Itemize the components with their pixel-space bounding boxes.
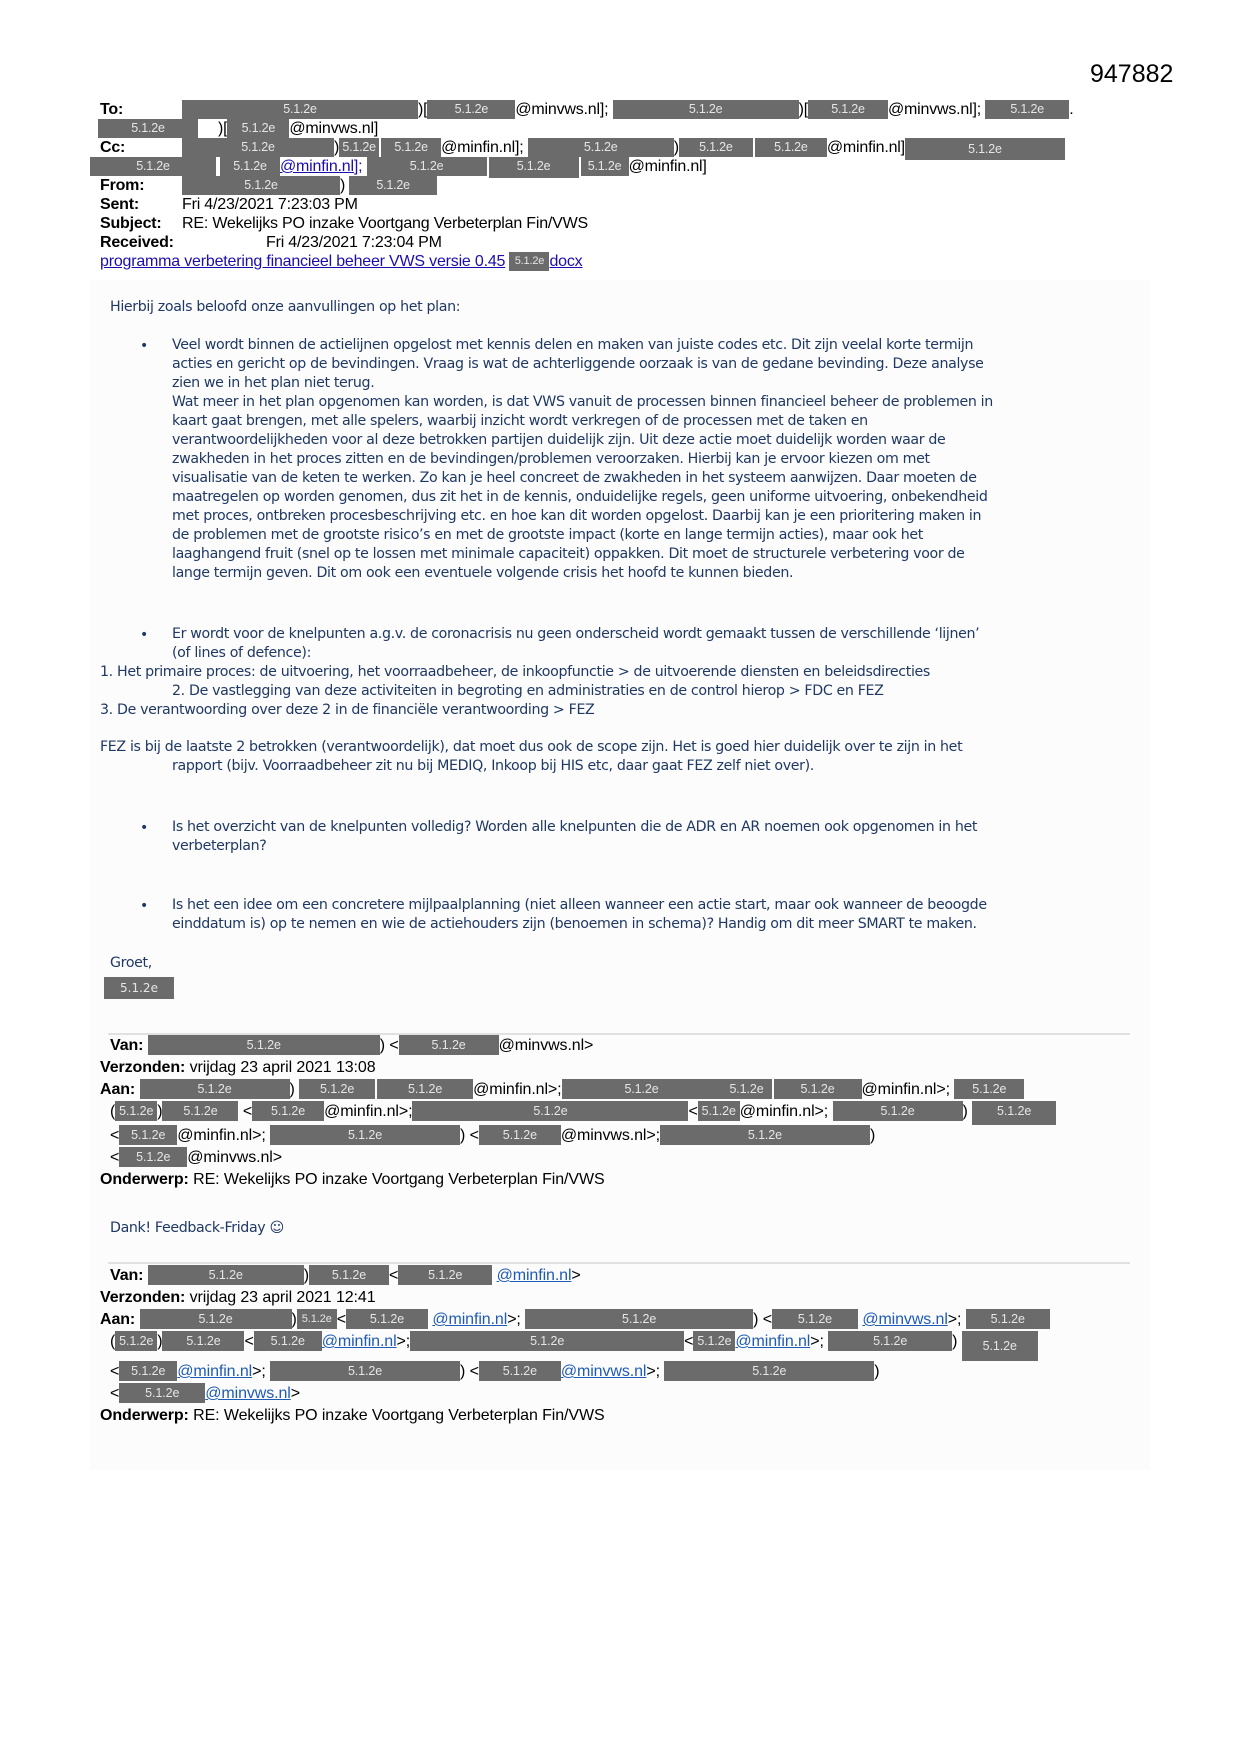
text-line: zwakheden in het proces zitten en de bevindingen/problemen veroorzaken. Hierbij kan je ervoor kiezen om met	[172, 451, 930, 467]
redaction: 5.1.2e	[339, 138, 379, 157]
text-line: visualisatie van de keten te werken. Zo kan je heel concreet de zwakheden in het systeem aanwijzen. Daar moeten de	[172, 470, 977, 486]
separator	[108, 1262, 1130, 1264]
text-line: verbeterplan?	[172, 838, 267, 854]
redaction: 5.1.2e	[581, 157, 629, 176]
redaction: 5.1.2e	[525, 1309, 753, 1329]
redaction: 5.1.2e	[182, 138, 334, 157]
email-domain[interactable]: @minfin.nl];	[280, 158, 363, 175]
text-line: acties en gericht op de bevindingen. Vraag is wat de achterliggende oorzaak is van de gedane bevinding. Deze analyse	[172, 356, 984, 372]
bullet-3	[172, 818, 1152, 856]
text-line: Veel wordt binnen de actielijnen opgelost met kennis delen en maken van juiste codes etc. Dit zijn veelal korte termijn	[172, 337, 974, 353]
text-line: kaart gaat brengen, met alle spelers, waarbij inzicht wordt verkregen of de processen met de taken en	[172, 413, 868, 429]
attachment-extension[interactable]: docx	[549, 253, 583, 270]
redaction: 5.1.2e	[349, 176, 437, 195]
redaction: 5.1.2e	[346, 1309, 428, 1329]
verzonden-row	[100, 1057, 1160, 1079]
redaction: 5.1.2e	[755, 138, 827, 157]
email-domain-link[interactable]: @minfin.nl	[735, 1333, 811, 1350]
redaction: 5.1.2e	[299, 1079, 375, 1099]
email-domain-link[interactable]: @minfin.nl	[321, 1333, 397, 1350]
onderwerp-label: Onderwerp:	[100, 1171, 189, 1188]
cc-row-continued	[100, 157, 1150, 176]
text-line: einddatum is) op te nemen en wie de actiehouders zijn (benoemen in schema)? Handig om dit meer SMART te maken.	[172, 916, 977, 932]
to-row: To: 5.1.2e )[ 5.1.2e @minvws.nl]; 5.1.2e )[ 5.1.2e @minvws.nl]; 5.1.2e .	[100, 101, 1074, 118]
bullet-4	[172, 896, 1152, 934]
email-domain: @minfin.nl>;	[861, 1081, 950, 1098]
sent-label: Sent:	[100, 196, 140, 213]
redaction: 5.1.2e	[119, 1383, 205, 1403]
aan-row-continued: ( 5.1.2e ) 5.1.2e < 5.1.2e @minfin.nl>; 5.1.2e < 5.1.2e @minfin.nl>; 5.1.2e ) 5.1.2e	[100, 1331, 1160, 1361]
email-domain: @minvws.nl>;	[560, 1127, 660, 1144]
received-label: Received:	[100, 234, 174, 251]
redaction: 5.1.2e	[367, 157, 487, 176]
redaction: 5.1.2e	[119, 1361, 177, 1381]
redaction: 5.1.2e	[162, 1331, 244, 1351]
redaction: 5.1.2e	[297, 1309, 337, 1329]
intro-text: Hierbij zoals beloofd onze aanvullingen op het plan:	[110, 299, 461, 315]
aan-row-continued: ( 5.1.2e ) 5.1.2e < 5.1.2e @minfin.nl>; 5.1.2e < 5.1.2e @minfin.nl>; 5.1.2e ) 5.1.2e	[100, 1101, 1160, 1125]
aan-row-continued: < 5.1.2e @minvws.nl>	[110, 1149, 282, 1166]
redaction: 5.1.2e	[220, 157, 280, 176]
redaction: 5.1.2e	[381, 138, 441, 157]
reply-text: Dank! Feedback-Friday ☺	[110, 1220, 284, 1236]
redaction: 5.1.2e	[985, 100, 1069, 119]
text-line: Is het een idee om een concretere mijlpaalplanning (niet alleen wanneer een actie start, maar ook wanneer de beoogde	[172, 897, 987, 913]
text-line: Is het overzicht van de knelpunten volledig? Worden alle knelpunten die de ADR en AR noemen ook opgenomen in het	[172, 819, 978, 835]
sent-value: Fri 4/23/2021 7:23:03 PM	[182, 196, 358, 213]
list-item: 3. De verantwoording over deze 2 in de financiële verantwoording > FEZ	[100, 702, 595, 718]
verzonden-value: vrijdag 23 april 2021 12:41	[189, 1289, 376, 1306]
redaction: 5.1.2e	[227, 119, 289, 138]
onderwerp-row	[100, 1405, 1160, 1427]
redaction: 5.1.2e	[693, 1331, 735, 1351]
email-domain-link[interactable]: @minfin.nl	[177, 1363, 253, 1380]
redaction: 5.1.2e	[377, 1079, 473, 1099]
attachment-row	[100, 252, 1150, 271]
fez-paragraph	[100, 738, 1160, 776]
email-header	[100, 100, 1150, 271]
email-domain-link[interactable]: @minfin.nl	[496, 1267, 572, 1284]
redaction: 5.1.2e	[772, 1309, 858, 1329]
email-domain: @minvws.nl>	[187, 1149, 282, 1166]
text-line: met proces, ontbreken procesbeschrijving etc. en hoe kan dit worden opgelost. Daarbij kan je een prioritering maken in	[172, 508, 982, 524]
email-domain: @minvws.nl];	[515, 101, 609, 118]
verzonden-label: Verzonden:	[100, 1059, 186, 1076]
from-label: From:	[100, 177, 145, 194]
email-domain: @minvws.nl>	[498, 1037, 594, 1054]
quoted-header-2	[100, 1265, 1160, 1427]
redaction: 5.1.2e	[90, 157, 216, 176]
received-row	[100, 233, 1150, 252]
redaction: 5.1.2e	[427, 100, 515, 119]
redaction: 5.1.2e	[509, 252, 549, 271]
document-number: 947882	[1090, 60, 1174, 88]
van-row: Van: 5.1.2e ) < 5.1.2e @minvws.nl>	[110, 1037, 594, 1054]
subject-value: RE: Wekelijks PO inzake Voortgang Verbeterplan Fin/VWS	[182, 215, 588, 232]
redaction: 5.1.2e	[479, 1361, 561, 1381]
redaction: 5.1.2e	[119, 1125, 177, 1145]
redaction: 5.1.2e	[98, 119, 198, 138]
redaction: 5.1.2e	[722, 1079, 772, 1099]
aan-row: Aan: 5.1.2e ) 5.1.2e < 5.1.2e @minfin.nl>; 5.1.2e ) < 5.1.2e @minvws.nl>; 5.1.2e	[100, 1309, 1160, 1331]
numbered-list	[100, 663, 1160, 720]
redaction: 5.1.2e	[479, 1125, 561, 1145]
text-line: Er wordt voor de knelpunten a.g.v. de coronacrisis nu geen onderscheid wordt gemaakt tussen de verschillende ‘lijnen’	[172, 626, 980, 642]
text-line: rapport (bijv. Voorraadbeheer zit nu bij MEDIQ, Inkoop bij HIS etc, daar gaat FEZ zelf niet over).	[172, 758, 814, 774]
redaction: 5.1.2e	[148, 1035, 380, 1055]
redaction: 5.1.2e	[270, 1361, 460, 1381]
redaction: 5.1.2e	[833, 1101, 963, 1121]
text-line: lange termijn geven. Dit om ook een eventuele volgende crisis het hoofd te kunnen bieden.	[172, 565, 794, 581]
text-line: maatregelen op worden genomen, dus zit het in de kennis, onduidelijke regels, geen uniforme uitvoering, onbekendheid	[172, 489, 988, 505]
redaction: 5.1.2e	[966, 1309, 1050, 1329]
text-line: (of lines of defence):	[172, 645, 312, 661]
quoted-header-1	[100, 1035, 1160, 1191]
redaction: 5.1.2e	[182, 100, 418, 119]
aan-row-continued: < 5.1.2e @minfin.nl>; 5.1.2e ) < 5.1.2e @minvws.nl>; 5.1.2e )	[110, 1127, 876, 1144]
email-domain: @minfin.nl>;	[177, 1127, 266, 1144]
redaction: 5.1.2e	[962, 1331, 1038, 1361]
van-label: Van:	[110, 1267, 144, 1284]
greeting: Groet,	[110, 955, 152, 971]
aan-label: Aan:	[100, 1311, 136, 1328]
email-domain: @minfin.nl>;	[739, 1103, 829, 1120]
email-domain-link[interactable]: @minvws.nl	[560, 1363, 647, 1380]
bullet-icon: •	[140, 898, 149, 914]
email-domain: @minfin.nl>;	[473, 1081, 562, 1098]
from-row: From: 5.1.2e ) 5.1.2e	[100, 176, 1150, 195]
subject-row	[100, 214, 1150, 233]
bullet-icon: •	[140, 820, 149, 836]
redaction: 5.1.2e	[905, 138, 1065, 160]
verzonden-value: vrijdag 23 april 2021 13:08	[189, 1059, 376, 1076]
redaction: 5.1.2e	[528, 138, 674, 157]
attachment-link[interactable]: programma verbetering financieel beheer VWS versie 0.45	[100, 253, 506, 270]
redaction: 5.1.2e	[140, 1309, 292, 1329]
redaction: 5.1.2e	[412, 1101, 688, 1121]
cc-row: Cc: 5.1.2e ) 5.1.2e 5.1.2e @minfin.nl]; 5.1.2e ) 5.1.2e 5.1.2e @minfin.nl] 5.1.2e	[100, 138, 1150, 157]
redaction: 5.1.2e	[252, 1101, 324, 1121]
redaction: 5.1.2e	[613, 100, 799, 119]
list-item: 2. De vastlegging van deze activiteiten in begroting en administraties en de control hierop > FDC en FEZ	[172, 683, 884, 699]
redaction: 5.1.2e	[148, 1265, 304, 1285]
aan-row-continued: < 5.1.2e @minfin.nl>; 5.1.2e ) < 5.1.2e @minvws.nl>; 5.1.2e )	[110, 1363, 880, 1380]
redaction: 5.1.2e	[954, 1079, 1024, 1099]
redaction: 5.1.2e	[270, 1125, 460, 1145]
redaction: 5.1.2e	[398, 1265, 492, 1285]
text-line: laaghangend fruit (snel op te lossen met minimale capaciteit) oppakken. Dit moet de structurele verbetering voor de	[172, 546, 965, 562]
redaction: 5.1.2e	[309, 1265, 389, 1285]
van-row: Van: 5.1.2e ) 5.1.2e < 5.1.2e @minfin.nl>	[110, 1267, 581, 1284]
list-item: 1. Het primaire proces: de uitvoering, het voorraadbeheer, de inkoopfunctie > de uitvoerende diensten en beleidsdirecties	[100, 664, 930, 680]
onderwerp-value: RE: Wekelijks PO inzake Voortgang Verbeterplan Fin/VWS	[193, 1407, 605, 1424]
redaction: 5.1.2e	[254, 1331, 322, 1351]
bullet-icon: •	[140, 338, 149, 354]
to-label: To:	[100, 101, 124, 118]
redaction: 5.1.2e	[162, 1101, 238, 1121]
redaction: 5.1.2e	[664, 1361, 874, 1381]
onderwerp-row	[100, 1169, 1160, 1191]
email-domain-link[interactable]: @minvws.nl	[862, 1311, 948, 1328]
aan-row: Aan: 5.1.2e ) 5.1.2e 5.1.2e @minfin.nl>; 5.1.2e 5.1.2e 5.1.2e @minfin.nl>; 5.1.2e	[100, 1079, 1160, 1101]
text-line: FEZ is bij de laatste 2 betrokken (verantwoordelijk), dat moet dus ook de scope zijn. Het is goed hier duidelijk over te zijn in het	[100, 739, 963, 755]
verzonden-label: Verzonden:	[100, 1289, 186, 1306]
signature-redaction: 5.1.2e	[104, 977, 174, 999]
redaction: 5.1.2e	[660, 1125, 870, 1145]
redaction: 5.1.2e	[679, 138, 753, 157]
bullet-icon: •	[140, 627, 149, 643]
redaction: 5.1.2e	[828, 1331, 952, 1351]
email-domain-link[interactable]: @minvws.nl	[205, 1385, 291, 1402]
bullet-1	[172, 336, 1152, 583]
redaction: 5.1.2e	[774, 1079, 862, 1099]
onderwerp-label: Onderwerp:	[100, 1407, 189, 1424]
redaction: 5.1.2e	[698, 1101, 740, 1121]
redaction: 5.1.2e	[410, 1331, 684, 1351]
received-value: Fri 4/23/2021 7:23:04 PM	[266, 234, 442, 251]
email-domain: @minfin.nl]	[826, 139, 905, 156]
email-domain: @minfin.nl];	[441, 139, 524, 156]
aan-row-continued: < 5.1.2e @minvws.nl>	[110, 1385, 300, 1402]
text-line: zien we in het plan niet terug.	[172, 375, 375, 391]
bullet-2	[172, 625, 1152, 663]
email-domain: @minfin.nl]	[628, 158, 707, 175]
email-domain: @minvws.nl]	[289, 120, 379, 137]
redaction: 5.1.2e	[489, 157, 579, 178]
text-line: Wat meer in het plan opgenomen kan worden, is dat VWS vanuit de processen binnen financieel beheer de problemen in	[172, 394, 993, 410]
text-line: verantwoordelijkheden voor al deze betrokken partijen duidelijk zijn. Uit deze actie moet duidelijk worden waar de	[172, 432, 946, 448]
redaction: 5.1.2e	[119, 1147, 187, 1167]
email-domain-link[interactable]: @minfin.nl	[432, 1311, 508, 1328]
redaction: 5.1.2e	[140, 1079, 290, 1099]
redaction: 5.1.2e	[115, 1331, 157, 1351]
redaction: 5.1.2e	[115, 1101, 157, 1121]
text-line: de problemen met de grootste risico’s en met de grootste impact (korte en lange termijn acties), maar ook het	[172, 527, 923, 543]
cc-label: Cc:	[100, 139, 126, 156]
aan-label: Aan:	[100, 1081, 136, 1098]
sent-row	[100, 195, 1150, 214]
redaction: 5.1.2e	[972, 1101, 1056, 1125]
verzonden-row	[100, 1287, 1160, 1309]
redaction: 5.1.2e	[182, 176, 340, 195]
redaction: 5.1.2e	[808, 100, 888, 119]
subject-label: Subject:	[100, 215, 162, 232]
email-domain: @minfin.nl>;	[324, 1103, 413, 1120]
redaction: 5.1.2e	[562, 1079, 722, 1099]
redaction: 5.1.2e	[399, 1035, 499, 1055]
van-label: Van:	[110, 1037, 144, 1054]
email-domain: @minvws.nl];	[887, 101, 981, 118]
onderwerp-value: RE: Wekelijks PO inzake Voortgang Verbeterplan Fin/VWS	[193, 1171, 605, 1188]
to-row-continued: 5.1.2e )[ 5.1.2e @minvws.nl]	[100, 119, 1150, 138]
